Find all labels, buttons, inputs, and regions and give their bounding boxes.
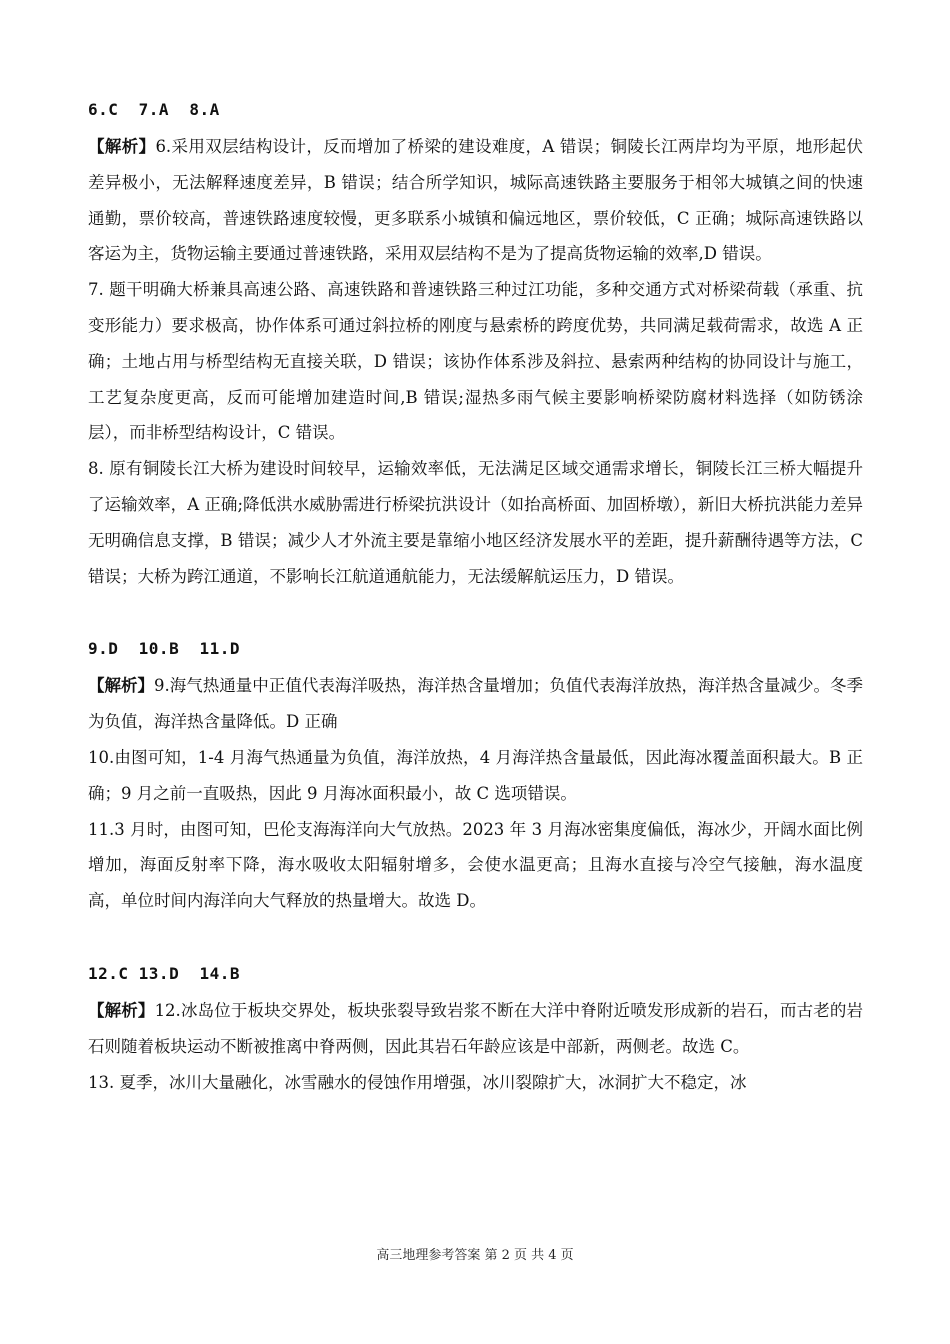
analysis-label: 【解析】 — [88, 1000, 155, 1020]
analysis-6 — [88, 129, 863, 272]
analysis-7: 7. 题干明确大桥兼具高速公路、高速铁路和普速铁路三种过江功能，多种交通方式对桥梁荷载（承重、抗变形能力）要求极高，协作体系可通过斜拉桥的刚度与悬索桥的跨度优势，共同满足载荷需求，故选 A 正确；土地占用与桥型结构无直接关联，D 错误；该协作体系涉及斜拉、悬索两种结构的协同设计与施工，工艺复杂度更高，反而可能增加建造时间,B 错误;湿热多雨气候主要影响桥梁防腐材料选择（如防锈涂层），而非桥型结构设计，C 错误。 — [88, 280, 863, 443]
analysis-12-text: 12.冰岛位于板块交界处，板块张裂导致岩浆不断在大洋中脊附近喷发形成新的岩石，而古老的岩石则随着板块运动不断被推离中脊两侧，因此其岩石年龄应该是中部新，两侧老。故选 C。 — [88, 1000, 863, 1056]
answer-content — [88, 98, 863, 1100]
analysis-9-text: 9.海气热通量中正值代表海洋吸热，海洋热含量增加；负值代表海洋放热，海洋热含量减少。冬季为负值，海洋热含量降低。D 正确 — [88, 676, 864, 732]
analysis-10: 10.由图可知，1-4 月海气热通量为负值，海洋放热，4 月海洋热含量最低，因此海冰覆盖面积最大。B 正确；9 月之前一直吸热，因此 9 月海冰面积最小，故 C 选项错误。 — [88, 747, 863, 803]
section-gap — [88, 594, 863, 637]
analysis-9 — [88, 668, 863, 740]
answer-key-9-11: 9.D 10.B 11.D — [88, 639, 240, 659]
analysis-8: 8. 原有铜陵长江大桥为建设时间较早，运输效率低，无法满足区域交通需求增长，铜陵长江三桥大幅提升了运输效率，A 正确;降低洪水威胁需进行桥梁抗洪设计（如抬高桥面、加固桥墩），新旧大桥抗洪能力差异无明确信息支撑，B 错误；减少人才外流主要是靠缩小地区经济发展水平的差距，提升薪酬待遇等方法，C 错误；大桥为跨江通道，不影响长江航道通航能力，无法缓解航运压力，D 错误。 — [88, 459, 863, 586]
section-gap — [88, 919, 863, 962]
analysis-label: 【解析】 — [88, 676, 155, 696]
analysis-6-text: 6.采用双层结构设计，反而增加了桥梁的建设难度，A 错误；铜陵长江两岸均为平原，地形起伏差异极小，无法解释速度差异，B 错误；结合所学知识，城际高速铁路主要服务于相邻大城镇之间的快速通勤，票价较高，普速铁路速度较慢，更多联系小城镇和偏远地区，票价较低，C 正确；城际高速铁路以客运为主，货物运输主要通过普速铁路，采用双层结构不是为了提高货物运输的效率,D 错误。 — [88, 137, 864, 264]
answer-key-6-8: 6.C 7.A 8.A — [88, 100, 220, 119]
page-footer: 高三地理参考答案 第 2 页 共 4 页 — [376, 1248, 574, 1263]
answer-key-12-14: 12.C 13.D 14.B — [88, 963, 240, 983]
analysis-label: 【解析】 — [88, 137, 156, 156]
analysis-12 — [88, 993, 863, 1065]
analysis-13: 13. 夏季，冰川大量融化，冰雪融水的侵蚀作用增强，冰川裂隙扩大，冰洞扩大不稳定，冰 — [88, 1072, 747, 1092]
analysis-11: 11.3 月时，由图可知，巴伦支海海洋向大气放热。2023 年 3 月海冰密集度偏低，海冰少，开阔水面比例增加，海面反射率下降，海水吸收太阳辐射增多，会使水温更高；且海水直接与冷空气接触，海水温度高，单位时间内海洋向大气释放的热量增大。故选 D。 — [88, 819, 863, 911]
